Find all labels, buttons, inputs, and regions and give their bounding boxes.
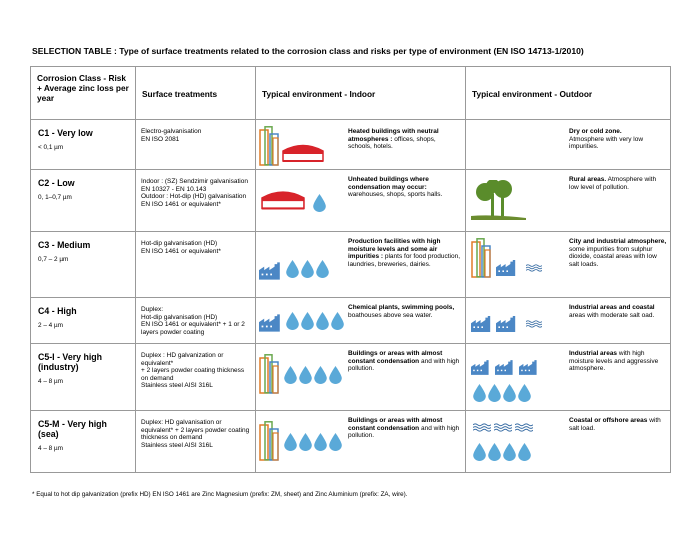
outdoor-description: Coastal or offshore areas with salt load. bbox=[569, 417, 661, 432]
zinc-loss: 4 – 8 µm bbox=[38, 378, 63, 385]
table-row bbox=[31, 120, 671, 170]
drop-icon bbox=[473, 443, 486, 461]
wave-icon bbox=[526, 320, 542, 328]
drop-icon bbox=[299, 366, 312, 384]
corrosion-class: C1 - Very low bbox=[38, 128, 93, 138]
outdoor-description: Industrial areas with high moisture levels and aggressive atmosphere. bbox=[569, 350, 659, 373]
indoor-description: Heated buildings with neutral atmospheres : offices, shops, schools, hotels. bbox=[348, 128, 439, 151]
building-icon bbox=[471, 238, 493, 278]
drop-icon bbox=[316, 312, 329, 330]
corrosion-class: C2 - Low bbox=[38, 178, 75, 188]
outdoor-description: Industrial areas and coastal areas with moderate salt oad. bbox=[569, 304, 655, 319]
drop-icon bbox=[314, 366, 327, 384]
drop-icon bbox=[301, 260, 314, 278]
header-indoor: Typical environment - Indoor bbox=[256, 67, 466, 120]
indoor-description: Unheated buildings where condensation may occur: warehouses, shops, sports halls. bbox=[348, 176, 443, 199]
drop-icon bbox=[473, 384, 486, 402]
drop-icon bbox=[299, 433, 312, 451]
building-icon bbox=[259, 354, 281, 394]
outdoor-description: City and industrial atmosphere, some impurities from sulphur dioxide, coastal areas with low salt loads. bbox=[569, 238, 667, 268]
corrosion-class: C5-I - Very high (industry) bbox=[38, 352, 103, 372]
treatment: Duplex: HD galvanisation or equivalent* + 2 layers powder coating thickness on demand Stainless steel AISI 316L bbox=[141, 419, 250, 449]
drop-icon bbox=[314, 433, 327, 451]
treatment: Duplex: Hot-dip galvanisation (HD) EN ISO 1461 or equivalent* + 1 or 2 layers powder coating bbox=[141, 306, 245, 336]
table-row bbox=[31, 232, 671, 298]
outdoor-description: Dry or cold zone. Atmosphere with very low impurities. bbox=[569, 128, 644, 151]
zinc-loss: < 0,1 µm bbox=[38, 144, 64, 151]
factory-icon bbox=[471, 316, 495, 332]
wave-icon bbox=[494, 423, 512, 432]
drop-icon bbox=[313, 194, 326, 212]
drop-icon bbox=[331, 312, 344, 330]
table-row bbox=[31, 170, 671, 232]
zinc-loss: 4 – 8 µm bbox=[38, 445, 63, 452]
indoor-description: Buildings or areas with almost constant condensation and with high pollution. bbox=[348, 417, 460, 440]
greenhouse-icon bbox=[261, 188, 305, 210]
drop-icon bbox=[286, 312, 299, 330]
header-surface-treatments: Surface treatments bbox=[136, 67, 256, 120]
indoor-description: Production facilities with high moisture levels and some air impurities : plants for food production, laundries, breweries, dairies. bbox=[348, 238, 461, 268]
header-corrosion-class: Corrosion Class - Risk + Average zinc loss per year bbox=[31, 67, 136, 120]
header-outdoor: Typical environment - Outdoor bbox=[466, 67, 671, 120]
zinc-loss: 0,7 – 2 µm bbox=[38, 256, 69, 263]
table-row bbox=[31, 411, 671, 473]
drop-icon bbox=[284, 366, 297, 384]
zinc-loss: 0, 1–0,7 µm bbox=[38, 194, 72, 201]
greenhouse-icon bbox=[282, 142, 324, 162]
factory-icon bbox=[259, 262, 285, 280]
drop-icon bbox=[503, 384, 516, 402]
treatment: Duplex : HD galvanization or equivalent* + 2 layers powder coating thickness on demand Stainless steel AISI 316L bbox=[141, 352, 245, 390]
table-row bbox=[31, 344, 671, 411]
zinc-loss: 2 – 4 µm bbox=[38, 322, 63, 329]
corrosion-class: C5-M - Very high (sea) bbox=[38, 419, 107, 439]
factory-icon bbox=[496, 260, 520, 276]
corrosion-class: C4 - High bbox=[38, 306, 77, 316]
treatment: Hot-dip galvanisation (HD) EN ISO 1461 or equivalent* bbox=[141, 240, 221, 255]
drop-icon bbox=[503, 443, 516, 461]
drop-icon bbox=[518, 443, 531, 461]
treatment: Electro-galvanisation EN ISO 2081 bbox=[141, 128, 202, 143]
tree-icon bbox=[471, 180, 526, 220]
factory-icon bbox=[471, 360, 493, 375]
indoor-description: Buildings or areas with almost constant condensation and with high pollution. bbox=[348, 350, 460, 373]
drop-icon bbox=[329, 433, 342, 451]
page-title: SELECTION TABLE : Type of surface treatments related to the corrosion class and risks per type of environment (EN ISO 14713-1/2010) bbox=[32, 46, 584, 56]
wave-icon bbox=[515, 423, 533, 432]
factory-icon bbox=[259, 314, 285, 332]
building-icon bbox=[259, 126, 281, 166]
building-icon bbox=[259, 421, 281, 461]
factory-icon bbox=[519, 360, 541, 375]
drop-icon bbox=[284, 433, 297, 451]
indoor-description: Chemical plants, swimming pools, boathouses above sea water. bbox=[348, 304, 455, 319]
treatment: Indoor : (SZ) Sendzimir galvanisation EN 10327 - EN 10.143 Outdoor : Hot-dip (HD) galvanisation EN ISO 1461 or equivalent* bbox=[141, 178, 248, 208]
drop-icon bbox=[286, 260, 299, 278]
drop-icon bbox=[329, 366, 342, 384]
factory-icon bbox=[495, 360, 517, 375]
outdoor-description: Rural areas. Atmosphere with low level of pollution. bbox=[569, 176, 657, 191]
factory-icon bbox=[496, 316, 520, 332]
footnote: * Equal to hot dip galvanization (prefix HD) EN ISO 1461 are Zinc Magnesium (prefix: ZM, sheet) and Zinc Aluminium (prefix: ZA, wire). bbox=[32, 491, 408, 498]
table-row bbox=[31, 298, 671, 344]
corrosion-class: C3 - Medium bbox=[38, 240, 91, 250]
header-row bbox=[31, 67, 671, 120]
drop-icon bbox=[518, 384, 531, 402]
drop-icon bbox=[488, 443, 501, 461]
drop-icon bbox=[301, 312, 314, 330]
wave-icon bbox=[473, 423, 491, 432]
wave-icon bbox=[526, 264, 542, 272]
drop-icon bbox=[316, 260, 329, 278]
selection-table bbox=[30, 66, 671, 473]
drop-icon bbox=[488, 384, 501, 402]
